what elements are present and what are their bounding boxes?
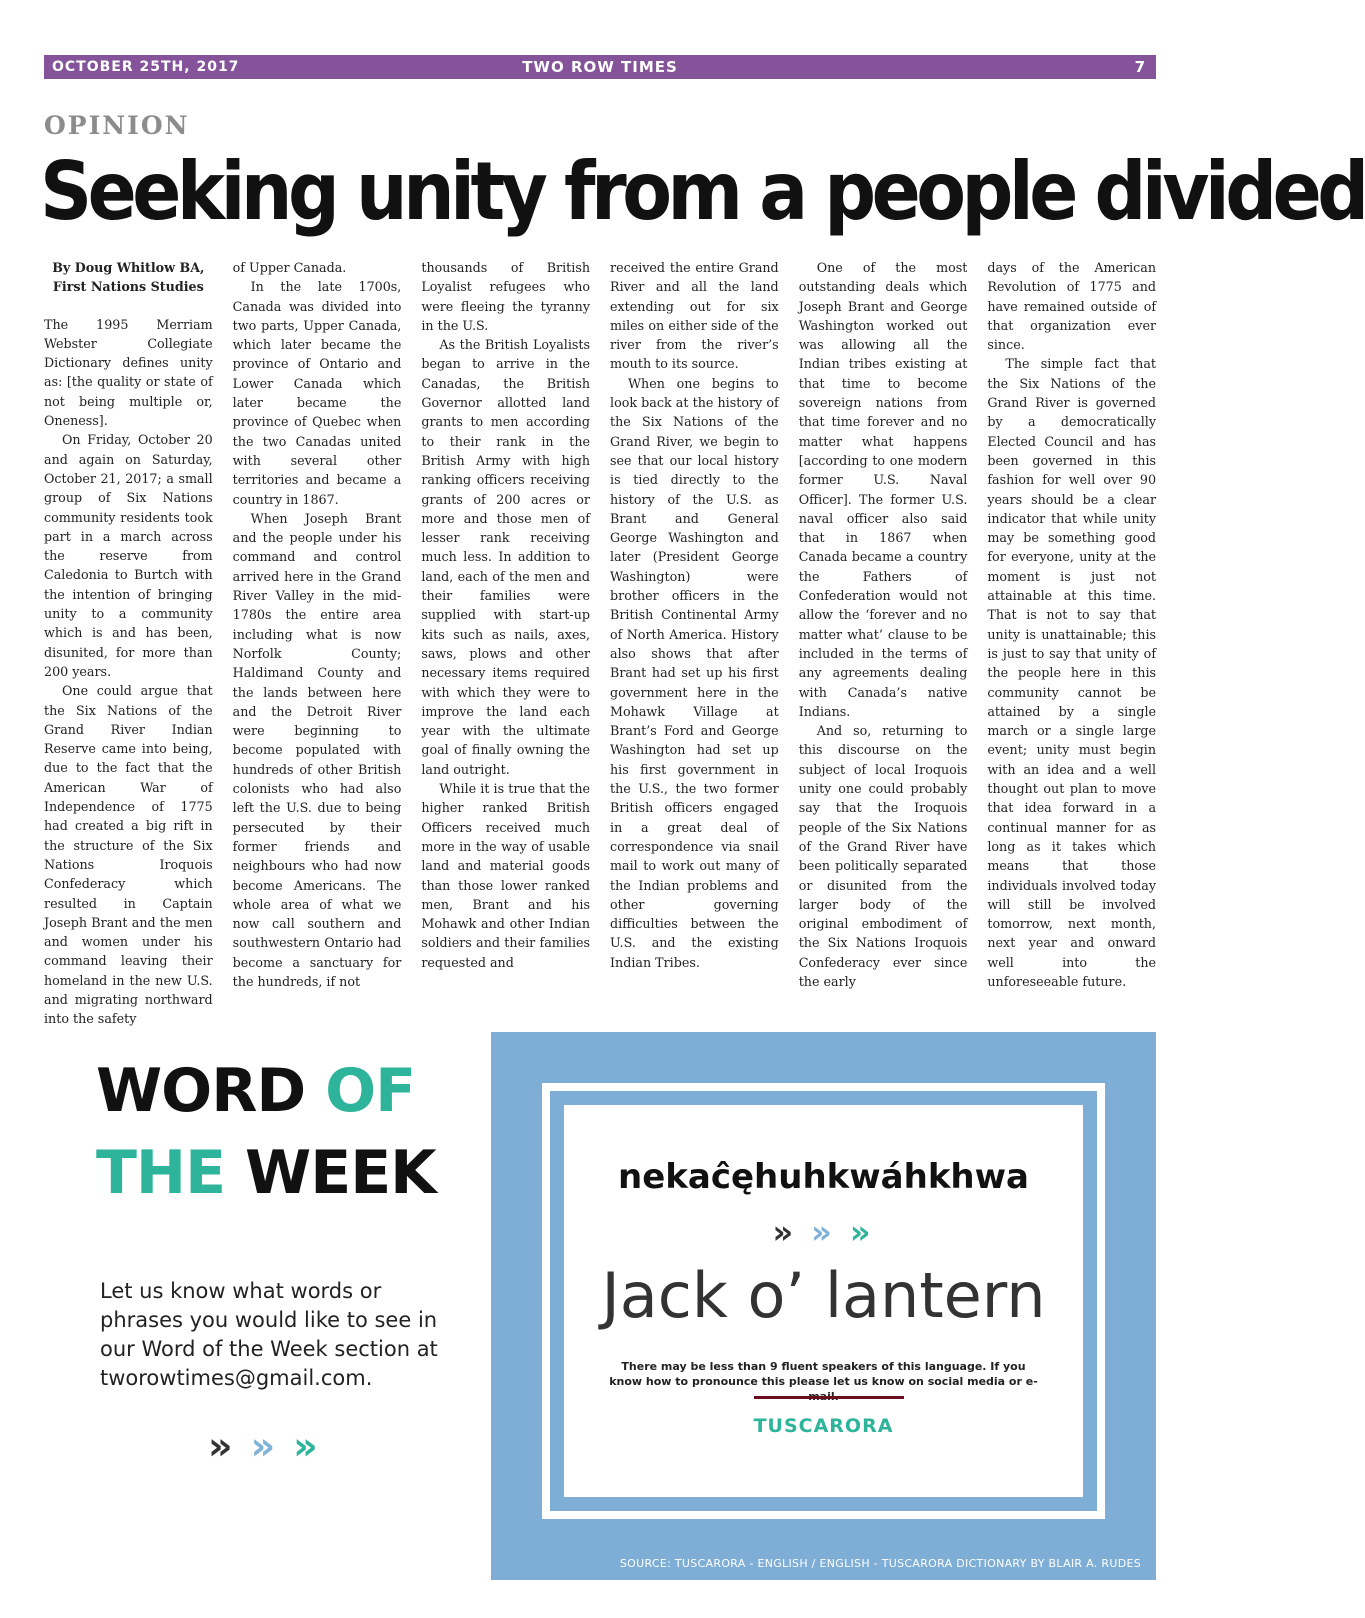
paragraph: thousands of British Loyalist refugees who were fleeing the tyranny in the U.S. [421, 260, 591, 333]
paragraph: When one begins to look back at the history of the Six Nations of the Grand River, we begin to see that our local history is tied directly to the history of the U.S. as Brant and General George Washington and later (President George Washington) were brother officers in the British Continental Army of North America. History also shows that after Brant had set up his first government here in the Mohawk Village at Brant’s Ford and George Washington had set up his first government in the U.S., the two former British officers engaged in a great deal of correspondence via snail mail to work out many of the Indian problems and other governing difficulties between the U.S. and the existing Indian Tribes. [610, 375, 779, 970]
title-the: THE [96, 1138, 226, 1208]
card-content [564, 1105, 1083, 1497]
newspaper-name: TWO ROW TIMES [522, 58, 678, 76]
paragraph: And so, returning to this discourse on the subject of local Iroquois unity one could probably say that the Iroquois people of the Six Nations of the Grand River have been politically separated or disunited from the larger body of the original embodiment of the Six Nations Iroquois Confederacy ever since the early [798, 723, 968, 989]
byline-affiliation: First Nations Studies [52, 279, 204, 295]
article-column-3 [421, 258, 591, 970]
word-meaning: Jack o’ lantern [601, 1259, 1046, 1332]
page-number: 7 [1134, 58, 1146, 76]
chevron-right-icon: » [849, 1213, 889, 1251]
chevron-right-icon: » [293, 1424, 336, 1468]
section-label: OPINION [44, 111, 190, 140]
paragraph: The 1995 Merriam Webster Collegiate Dictionary defines unity as: [the quality or state of not being multiple or, Oneness]. [44, 316, 213, 429]
title-of: OF [325, 1056, 416, 1126]
article-column-6 [987, 258, 1157, 989]
featured-word: nekaĉęhuhkwáhkhwa [618, 1157, 1029, 1197]
issue-date: OCTOBER 25TH, 2017 [52, 59, 240, 75]
language-label: TUSCARORA [753, 1415, 894, 1437]
article-body [44, 258, 1157, 1027]
paragraph: On Friday, October 20 and again on Saturday, October 21, 2017; a small group of Six Nations community residents took part in a march across the reserve from Caledonia to Burtch with the intention of bringing unity to a community which is and has been, disunited, for more than 200 years. [44, 432, 213, 679]
word-of-week-invite: Let us know what words or phrases you would like to see in our Word of the Week section at tworowtimes@gmail.com. [100, 1279, 438, 1390]
article-column-5 [798, 258, 968, 989]
paragraph: In the late 1700s, Canada was divided into two parts, Upper Canada, which later became the province of Ontario and Lower Canada which later became the province of Quebec when the two Canadas united with several other territories and became a country in 1867. [232, 279, 402, 507]
card-border [550, 1091, 1097, 1511]
chevron-right-icon: » [772, 1213, 812, 1251]
chevron-row [208, 1424, 336, 1468]
header-band [44, 55, 1156, 79]
byline-author: By Doug Whitlow BA, [52, 260, 205, 275]
source-credit: SOURCE: TUSCARORA - ENGLISH / ENGLISH - TUSCARORA DICTIONARY BY BLAIR A. RUDES [619, 1557, 1141, 1570]
divider [754, 1396, 904, 1399]
article-column-1 [44, 258, 213, 1027]
title-week: WEEK [245, 1138, 436, 1208]
article-column-4 [610, 258, 779, 970]
chevron-right-icon: » [250, 1424, 294, 1468]
chevron-right-icon: » [811, 1213, 850, 1251]
card-frame [542, 1083, 1105, 1519]
paragraph: days of the American Revolution of 1775 and have remained outside of that organization ever since. [987, 260, 1157, 353]
title-word: WORD [96, 1056, 306, 1126]
paragraph: While it is true that the higher ranked British Officers received much more in the way of usable land and material goods than those lower ranked men, Brant and his Mohawk and other Indian soldiers and their families requested and [421, 781, 591, 970]
paragraph: The simple fact that the Six Nations of the Grand River is governed by a democratically Elected Council and has been governed in this fashion for well over 90 years should be a clear indicator that while unity may be something good for everyone, unity at the moment is just not attainable at this time. That is not to say that unity is unattainable; this is just to say that unity of the people here in this community cannot be attained by a single march or a single large event; unity must begin with an idea and a well thought out plan to move that idea forward in a continual manner for as long as it takes which means that those individuals involved today will still be involved tomorrow, next month, next year and onward well into the unforeseeable future. [987, 356, 1157, 989]
word-of-week-title [96, 1050, 476, 1214]
article-column-2 [232, 258, 402, 989]
byline [44, 258, 213, 297]
chevron-row [564, 1213, 1083, 1251]
paragraph: One of the most outstanding deals which Joseph Brant and George Washington worked out was allowing all the Indian tribes existing at that time to become sovereign nations from that time forever and no matter what happens [according to one modern former U.S. Naval Officer]. The former U.S. naval officer also said that in 1867 when Canada became a country the Fathers of Confederation would not allow the ‘forever and no matter what’ clause to be included in the terms of any agreements dealing with Canada’s native Indians. [798, 260, 968, 719]
speaker-note: There may be less than 9 fluent speakers of this language. If you know how to pronounce this please let us know on social media or e- [609, 1360, 1038, 1388]
paragraph: received the entire Grand River and all the land extending out for six miles on either side of the river from the river’s mouth to its source. [610, 260, 779, 372]
paragraph: As the British Loyalists began to arrive in the Canadas, the British Governor allotted land grants to men according to their rank in the British Army with high ranking officers receiving grants of 200 acres or more and those men of lesser rank receiving much less. In addition to land, each of the men and their families were supplied with start-up kits such as nails, axes, saws, plows and other necessary items required with which they were to improve the land each year with the ultimate goal of finally owning the land outright. [421, 337, 591, 777]
paragraph: One could argue that the Six Nations of the Grand River Indian Reserve came into being, due to the fact that the American War of Independence of 1775 had created a big rift in the structure of the Six Nations Iroquois Confederacy which resulted in Captain Joseph Brant and the men and women under his command leaving their homeland in the new U.S. and migrating northward into the safety [44, 683, 213, 1027]
word-card [491, 1032, 1156, 1580]
headline: Seeking unity from a people divided [40, 145, 1365, 238]
paragraph: of Upper Canada. [232, 260, 347, 275]
chevron-right-icon: » [208, 1424, 251, 1468]
paragraph: When Joseph Brant and the people under his command and control arrived here in the Grand River Valley in the mid-1780s the entire area including what is now Norfolk County; Haldimand County and the lands between here and the Detroit River were beginning to become populated with hundreds of other British colonists who had also left the U.S. due to being persecuted by their former friends and neighbours who had now become Americans. The whole area of what we now call southern and southwestern Ontario had become a sanctuary for the hundreds, if not [232, 510, 402, 989]
